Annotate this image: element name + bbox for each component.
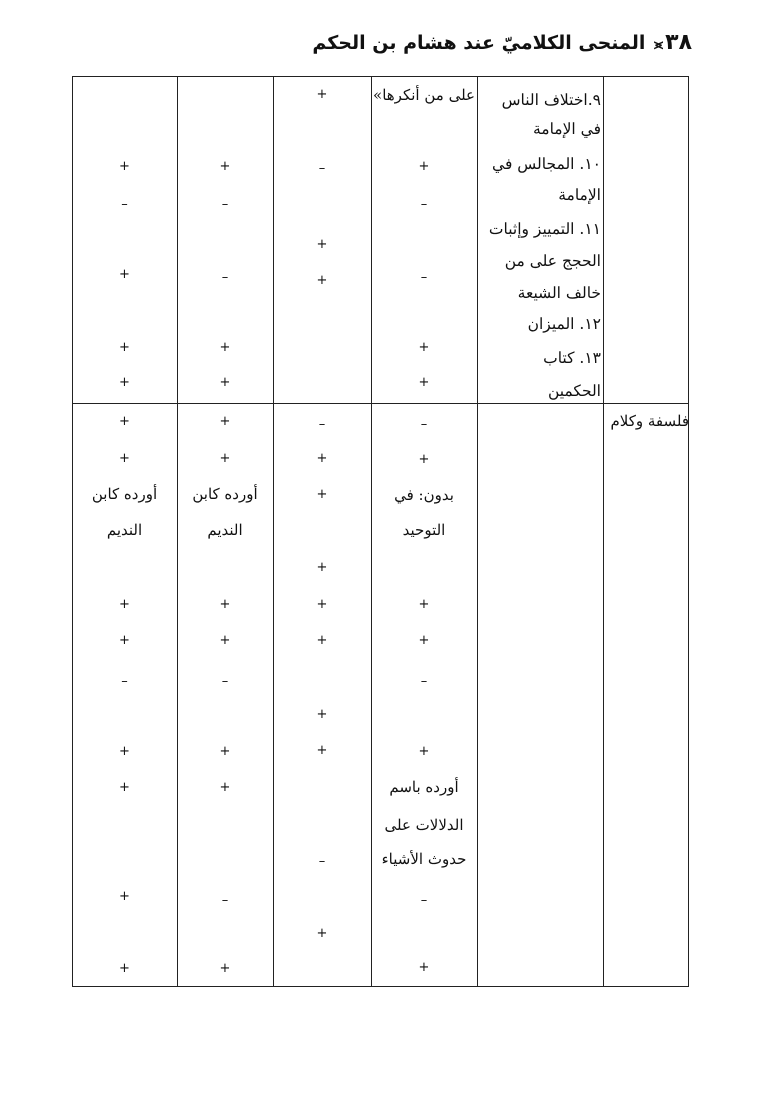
- item-title: الإمامة: [558, 186, 601, 204]
- minus-mark: –: [221, 270, 229, 285]
- note-cell: النديم: [106, 521, 143, 539]
- plus-mark: +: [316, 487, 328, 502]
- page-title: المنحى الكلاميّ عند هشام بن الحكم: [312, 32, 646, 54]
- plus-mark: +: [418, 340, 430, 355]
- item-title: ١٠. المجالس في: [492, 155, 601, 173]
- table-top-border: [72, 76, 689, 77]
- note-cell: أورده باسم: [389, 778, 459, 796]
- note-cell: التوحيد: [402, 521, 446, 539]
- plus-mark: +: [316, 743, 328, 758]
- note-cell: على من أنكرها»: [373, 86, 475, 104]
- column-divider: [477, 76, 478, 987]
- plus-mark: +: [119, 633, 130, 648]
- plus-mark: +: [316, 237, 328, 252]
- plus-mark: +: [219, 744, 231, 759]
- plus-mark: +: [418, 960, 430, 975]
- column-divider: [273, 76, 274, 987]
- plus-mark: +: [119, 414, 130, 429]
- plus-mark: +: [119, 780, 130, 795]
- ornament-icon: ⪤: [654, 37, 664, 53]
- plus-mark: +: [316, 597, 328, 612]
- item-title: ٩.اختلاف الناس: [501, 91, 601, 109]
- minus-mark: –: [121, 674, 128, 689]
- table-section-divider: [72, 403, 689, 404]
- comparison-table: [72, 76, 689, 987]
- plus-mark: +: [316, 273, 328, 288]
- note-cell: أورده كابن: [91, 485, 158, 503]
- plus-mark: +: [119, 340, 130, 355]
- plus-mark: +: [119, 744, 130, 759]
- plus-mark: +: [219, 961, 231, 976]
- minus-mark: –: [121, 197, 128, 212]
- table-bottom-border: [72, 986, 689, 987]
- plus-mark: +: [219, 340, 231, 355]
- minus-mark: –: [420, 674, 428, 689]
- item-title: الحكمين: [547, 382, 601, 400]
- minus-mark: –: [221, 197, 229, 212]
- plus-mark: +: [316, 633, 328, 648]
- plus-mark: +: [219, 780, 231, 795]
- item-title: في الإمامة: [532, 120, 601, 138]
- minus-mark: –: [420, 893, 428, 908]
- plus-mark: +: [219, 159, 231, 174]
- note-cell: الدلالات على: [384, 816, 464, 834]
- plus-mark: +: [418, 744, 430, 759]
- plus-mark: +: [418, 633, 430, 648]
- minus-mark: –: [420, 417, 428, 432]
- plus-mark: +: [119, 375, 130, 390]
- minus-mark: –: [318, 417, 326, 432]
- note-cell: أورده كابن: [192, 485, 258, 503]
- plus-mark: +: [119, 961, 130, 976]
- note-cell: بدون: في: [394, 486, 454, 504]
- minus-mark: –: [221, 674, 229, 689]
- note-cell: حدوث الأشياء: [381, 850, 467, 868]
- page-header: [80, 30, 692, 62]
- table-right-border: [688, 76, 689, 987]
- plus-mark: +: [119, 889, 130, 904]
- plus-mark: +: [219, 597, 231, 612]
- plus-mark: +: [119, 267, 130, 282]
- item-title: ١٣. كتاب: [543, 349, 601, 367]
- minus-mark: –: [420, 270, 428, 285]
- minus-mark: –: [318, 161, 326, 176]
- item-title: ١١. التمييز وإثبات: [488, 220, 601, 238]
- item-title: خالف الشيعة: [517, 284, 601, 302]
- category-label: فلسفة وكلام: [610, 412, 689, 430]
- plus-mark: +: [316, 560, 328, 575]
- plus-mark: +: [219, 375, 231, 390]
- plus-mark: +: [418, 159, 430, 174]
- plus-mark: +: [418, 452, 430, 467]
- item-title: ١٢. الميزان: [527, 315, 601, 333]
- plus-mark: +: [418, 597, 430, 612]
- minus-mark: –: [420, 197, 428, 212]
- plus-mark: +: [316, 451, 328, 466]
- plus-mark: +: [316, 707, 328, 722]
- minus-mark: –: [221, 893, 229, 908]
- page-number: ٣٨: [665, 30, 692, 55]
- plus-mark: +: [316, 87, 328, 102]
- plus-mark: +: [219, 451, 231, 466]
- plus-mark: +: [418, 375, 430, 390]
- plus-mark: +: [119, 159, 130, 174]
- column-divider: [603, 76, 604, 987]
- item-title: الحجج على من: [504, 252, 601, 270]
- minus-mark: –: [318, 854, 326, 869]
- plus-mark: +: [316, 926, 328, 941]
- plus-mark: +: [219, 633, 231, 648]
- note-cell: النديم: [207, 521, 243, 539]
- plus-mark: +: [219, 414, 231, 429]
- plus-mark: +: [119, 451, 130, 466]
- plus-mark: +: [119, 597, 130, 612]
